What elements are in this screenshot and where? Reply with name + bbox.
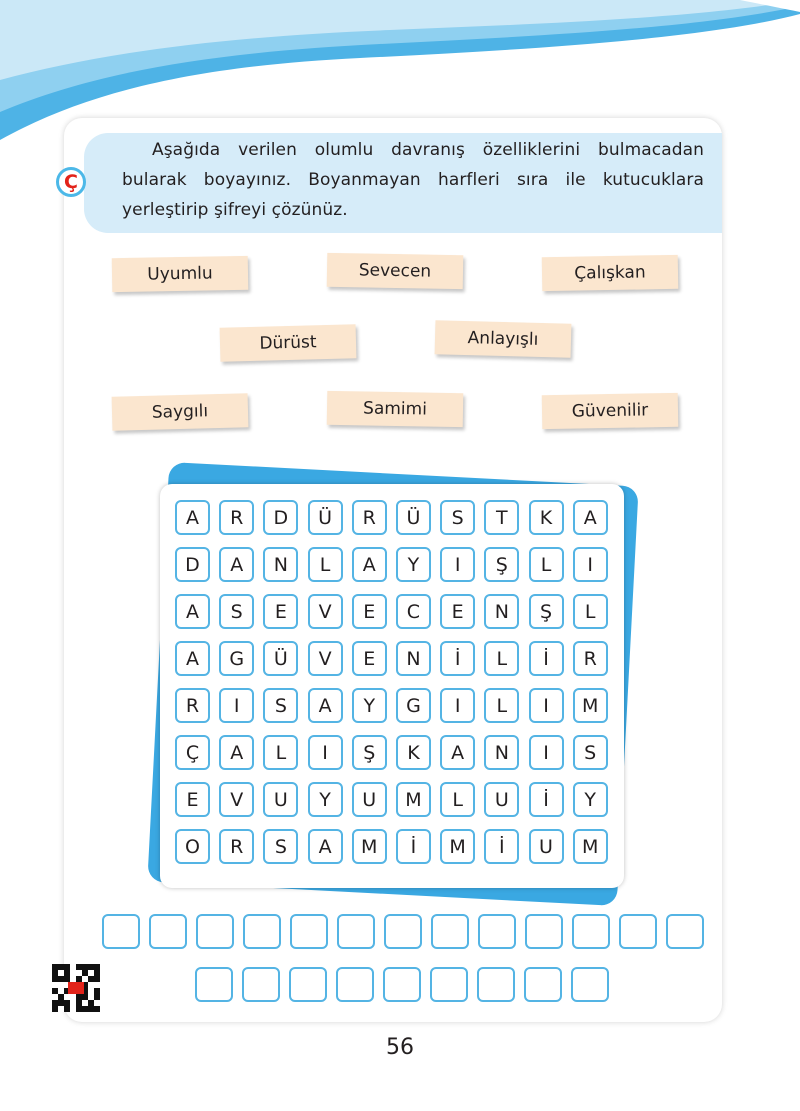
grid-cell[interactable]: L: [484, 641, 519, 676]
grid-cell[interactable]: Ü: [308, 500, 343, 535]
answer-box[interactable]: [102, 914, 140, 949]
grid-cell[interactable]: S: [573, 735, 608, 770]
grid-cell[interactable]: Y: [573, 782, 608, 817]
grid-cell[interactable]: M: [396, 782, 431, 817]
grid-cell[interactable]: A: [219, 547, 254, 582]
grid-cell[interactable]: İ: [440, 641, 475, 676]
grid-cell[interactable]: I: [440, 688, 475, 723]
grid-cell[interactable]: A: [308, 688, 343, 723]
grid-cell[interactable]: U: [484, 782, 519, 817]
word-tag-sevecen: Sevecen: [327, 253, 464, 289]
grid-cell[interactable]: R: [219, 829, 254, 864]
word-tag-saygili: Saygılı: [112, 393, 249, 431]
grid-cell[interactable]: I: [440, 547, 475, 582]
grid-cell[interactable]: U: [529, 829, 564, 864]
answer-box[interactable]: [289, 967, 327, 1002]
grid-cell[interactable]: I: [308, 735, 343, 770]
answer-box[interactable]: [243, 914, 281, 949]
grid-cell[interactable]: M: [573, 688, 608, 723]
grid-cell[interactable]: L: [440, 782, 475, 817]
grid-cell[interactable]: A: [352, 547, 387, 582]
qr-logo-icon: [68, 982, 84, 994]
grid-cell[interactable]: R: [219, 500, 254, 535]
answer-box[interactable]: [290, 914, 328, 949]
grid-cell[interactable]: K: [396, 735, 431, 770]
grid-cell[interactable]: L: [484, 688, 519, 723]
grid-cell[interactable]: G: [396, 688, 431, 723]
grid-cell[interactable]: A: [219, 735, 254, 770]
answer-box[interactable]: [384, 914, 422, 949]
word-tag-uyumlu: Uyumlu: [112, 256, 249, 292]
grid-cell[interactable]: A: [573, 500, 608, 535]
grid-cell[interactable]: K: [529, 500, 564, 535]
answer-box[interactable]: [477, 967, 515, 1002]
grid-cell[interactable]: N: [263, 547, 298, 582]
grid-cell[interactable]: A: [175, 500, 210, 535]
grid-cell[interactable]: E: [440, 594, 475, 629]
grid-cell[interactable]: L: [308, 547, 343, 582]
answer-box[interactable]: [149, 914, 187, 949]
answer-box[interactable]: [619, 914, 657, 949]
grid-cell[interactable]: R: [352, 500, 387, 535]
grid-cell[interactable]: V: [308, 594, 343, 629]
grid-cell[interactable]: T: [484, 500, 519, 535]
grid-cell[interactable]: Ü: [263, 641, 298, 676]
grid-cell[interactable]: L: [573, 594, 608, 629]
grid-cell[interactable]: U: [352, 782, 387, 817]
letter-grid: [175, 500, 608, 864]
grid-cell[interactable]: L: [529, 547, 564, 582]
answer-box[interactable]: [525, 914, 563, 949]
answer-box[interactable]: [478, 914, 516, 949]
grid-cell[interactable]: Ç: [175, 735, 210, 770]
answer-box[interactable]: [242, 967, 280, 1002]
answer-box[interactable]: [571, 967, 609, 1002]
page-number: 56: [386, 1035, 414, 1060]
grid-cell[interactable]: E: [352, 594, 387, 629]
instruction-text: Aşağıda verilen olumlu davranış özelliklerini bulmacadan bularak boyayınız. Boyanmayan harfleri sıra ile kutucuklara yerleştirip şifreyi çözünüz.: [122, 140, 704, 220]
grid-cell[interactable]: E: [352, 641, 387, 676]
grid-cell[interactable]: V: [308, 641, 343, 676]
answer-box[interactable]: [196, 914, 234, 949]
exercise-badge: Ç: [56, 167, 86, 197]
grid-cell[interactable]: M: [352, 829, 387, 864]
answer-box[interactable]: [336, 967, 374, 1002]
instruction-box: [84, 133, 722, 233]
grid-cell[interactable]: V: [219, 782, 254, 817]
answer-box[interactable]: [431, 914, 469, 949]
answer-box[interactable]: [524, 967, 562, 1002]
grid-cell[interactable]: İ: [484, 829, 519, 864]
grid-cell[interactable]: Ş: [529, 594, 564, 629]
grid-cell[interactable]: I: [573, 547, 608, 582]
grid-cell[interactable]: Ü: [396, 500, 431, 535]
grid-cell[interactable]: N: [484, 594, 519, 629]
grid-cell[interactable]: M: [573, 829, 608, 864]
grid-cell[interactable]: A: [308, 829, 343, 864]
grid-cell[interactable]: G: [219, 641, 254, 676]
grid-cell[interactable]: N: [484, 735, 519, 770]
grid-cell[interactable]: S: [263, 829, 298, 864]
grid-cell[interactable]: D: [175, 547, 210, 582]
grid-cell[interactable]: İ: [396, 829, 431, 864]
grid-cell[interactable]: I: [529, 735, 564, 770]
answer-box[interactable]: [572, 914, 610, 949]
grid-cell[interactable]: Ş: [352, 735, 387, 770]
answer-row-2: [195, 967, 609, 1002]
word-tag-durust: Dürüst: [220, 324, 357, 362]
grid-cell[interactable]: S: [263, 688, 298, 723]
grid-cell[interactable]: E: [175, 782, 210, 817]
grid-cell[interactable]: A: [175, 594, 210, 629]
grid-cell[interactable]: U: [263, 782, 298, 817]
word-tag-anlayisli: Anlayışlı: [435, 320, 572, 358]
grid-cell[interactable]: O: [175, 829, 210, 864]
answer-box[interactable]: [383, 967, 421, 1002]
grid-cell[interactable]: C: [396, 594, 431, 629]
answer-row-1: [102, 914, 704, 949]
grid-cell[interactable]: Ş: [484, 547, 519, 582]
grid-cell[interactable]: R: [573, 641, 608, 676]
word-tag-guvenilir: Güvenilir: [542, 393, 679, 429]
answer-box[interactable]: [430, 967, 468, 1002]
grid-cell[interactable]: Y: [308, 782, 343, 817]
grid-cell[interactable]: R: [175, 688, 210, 723]
grid-cell[interactable]: S: [219, 594, 254, 629]
grid-cell[interactable]: Y: [352, 688, 387, 723]
grid-cell[interactable]: A: [440, 735, 475, 770]
grid-cell[interactable]: M: [440, 829, 475, 864]
grid-cell[interactable]: I: [529, 688, 564, 723]
answer-box[interactable]: [337, 914, 375, 949]
grid-cell[interactable]: D: [263, 500, 298, 535]
grid-cell[interactable]: İ: [529, 782, 564, 817]
grid-cell[interactable]: L: [263, 735, 298, 770]
grid-cell[interactable]: E: [263, 594, 298, 629]
answer-box[interactable]: [666, 914, 704, 949]
grid-cell[interactable]: İ: [529, 641, 564, 676]
grid-cell[interactable]: I: [219, 688, 254, 723]
answer-box[interactable]: [195, 967, 233, 1002]
grid-cell[interactable]: N: [396, 641, 431, 676]
word-tag-caliskan: Çalışkan: [542, 255, 679, 291]
grid-cell[interactable]: S: [440, 500, 475, 535]
grid-cell[interactable]: Y: [396, 547, 431, 582]
word-tag-samimi: Samimi: [327, 391, 464, 427]
grid-cell[interactable]: A: [175, 641, 210, 676]
